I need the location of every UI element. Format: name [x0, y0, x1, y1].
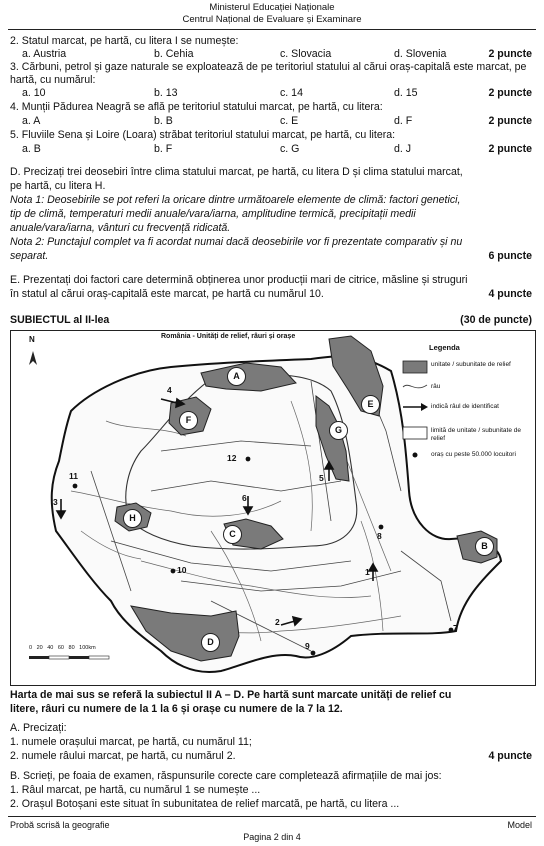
question-5: 5. Fluviile Sena și Loire (Loara) străbat teritoriul statului marcat, pe hartă, cu litera: [10, 129, 396, 141]
city-dot-10 [171, 569, 176, 574]
option-b: b. B [154, 115, 173, 127]
legend-label: oraș cu peste 50.000 locuitori [431, 451, 516, 458]
question-iib-head: B. Scrieți, pe foaia de examen, răspunsurile corecte care completează afirmațiile de mai jos: [10, 770, 442, 782]
map-number-5: 5 [319, 473, 324, 483]
city-dot-12 [246, 457, 251, 462]
question-4-points: 2 puncte [488, 115, 532, 127]
page-header [0, 2, 544, 26]
section-title: SUBIECTUL al II-lea [10, 314, 110, 326]
romania-relief-map [10, 330, 536, 686]
map-letter-b: B [475, 537, 494, 556]
legend-boundary-symbol [403, 427, 427, 439]
legend-label: indică râul de identificat [431, 403, 499, 410]
ministry-name: Ministerul Educației Naționale [209, 2, 335, 13]
question-iia-points: 4 puncte [488, 750, 532, 762]
option-a: a. 10 [22, 87, 46, 99]
city-dot-8 [379, 525, 384, 530]
map-number-10: 10 [177, 565, 187, 575]
question-d-line2: pe hartă, cu litera H. [10, 180, 106, 192]
question-iia-item2: 2. numele râului marcat, pe hartă, cu numărul 2. [10, 750, 236, 762]
legend-relief-swatch [403, 361, 427, 373]
map-number-8: 8 [377, 531, 382, 541]
footer-left: Probă scrisă la geografie [10, 820, 110, 830]
map-number-7: 7 [453, 623, 458, 633]
header-rule [8, 29, 536, 30]
map-letter-d: D [201, 633, 220, 652]
option-c: c. 14 [280, 87, 303, 99]
option-b: b. 13 [154, 87, 178, 99]
map-number-6: 6 [242, 493, 247, 503]
legend-city-symbol [413, 453, 418, 458]
legend-title: Legenda [429, 343, 460, 352]
question-iib-item1: 1. Râul marcat, pe hartă, cu numărul 1 se numește ... [10, 784, 261, 796]
map-number-2: 2 [275, 617, 280, 627]
note-2-line2: separat. [10, 250, 49, 262]
north-label: N [29, 335, 35, 344]
north-arrow-icon [29, 351, 37, 365]
footer-right: Model [507, 820, 532, 830]
option-a: a. Austria [22, 48, 67, 60]
option-b: b. F [154, 143, 173, 155]
city-dot-11 [73, 484, 78, 489]
option-d: d. 15 [394, 87, 418, 99]
legend-symbols [403, 361, 428, 458]
legend-label: unitate / subunitate de relief [431, 361, 511, 368]
map-number-12: 12 [227, 453, 237, 463]
option-d: d. J [394, 143, 412, 155]
city-dot-9 [311, 651, 316, 656]
question-iia-item1: 1. numele orașului marcat, pe hartă, cu numărul 11; [10, 736, 252, 748]
option-a: a. A [22, 115, 41, 127]
question-e-line1: E. Prezentați doi factori care determină obținerea unor producții mari de citrice, măsline și struguri [10, 274, 468, 286]
scale-label: 0 20 40 60 80 100km [29, 645, 96, 651]
option-c: c. E [280, 115, 299, 127]
option-d: d. F [394, 115, 413, 127]
question-2: 2. Statul marcat, pe hartă, cu litera I se numește: [10, 35, 239, 47]
question-d-points: 6 puncte [488, 250, 532, 262]
question-iia-head: A. Precizați: [10, 722, 67, 734]
map-number-9: 9 [305, 641, 310, 651]
legend-label: râu [431, 383, 441, 390]
scale-bar [29, 656, 109, 659]
footer-page: Pagina 2 din 4 [243, 832, 301, 842]
option-c: c. Slovacia [280, 48, 332, 60]
legend-label: limită de unitate / subunitate de relief [431, 427, 521, 442]
map-letter-a: A [227, 367, 246, 386]
option-d: d. Slovenia [394, 48, 447, 60]
option-c: c. G [280, 143, 300, 155]
map-number-1: 1 [365, 567, 370, 577]
legend-arrow-symbol [403, 403, 428, 411]
question-3-points: 2 puncte [488, 87, 532, 99]
map-intro-line1: Harta de mai sus se referă la subiectul II A – D. Pe hartă sunt marcate unități de relief cu [10, 689, 452, 701]
map-letter-g: G [329, 421, 348, 440]
map-letter-e: E [361, 395, 380, 414]
question-3: 3. Cărbuni, petrol și gaze naturale se exploatează de pe teritoriul statului al cărui oraș-capitală este marcat, pe hartă, cu numărul: [10, 61, 527, 86]
map-intro-line2: litere, râuri cu numere de la 1 la 6 și orașe cu numere de la 7 la 12. [10, 703, 343, 715]
map-number-3: 3 [53, 497, 58, 507]
question-2-points: 2 puncte [488, 48, 532, 60]
note-1-line2: tip de climă, temperaturi medii anuale/vara/iarna, amplitudine termică, precipitații medii [10, 208, 416, 220]
question-e-line2: în statul al cărui oraș-capitală este marcat, pe hartă cu numărul 10. [10, 288, 324, 300]
section-points: (30 de puncte) [460, 314, 532, 326]
option-b: b. Cehia [154, 48, 194, 60]
question-iib-item2: 2. Orașul Botoșani este situat în subunitatea de relief marcată, pe hartă, cu litera ... [10, 798, 400, 810]
question-e-points: 4 puncte [488, 288, 532, 300]
question-4: 4. Munții Pădurea Neagră se află pe teritoriul statului marcat, pe hartă, cu litera: [10, 101, 383, 113]
map-letter-f: F [179, 411, 198, 430]
question-d-line1: D. Precizați trei deosebiri între clima statului marcat, pe hartă, cu litera D și clima statului marcat, [10, 166, 463, 178]
option-a: a. B [22, 143, 41, 155]
map-letter-h: H [123, 509, 142, 528]
map-number-4: 4 [167, 385, 172, 395]
note-2-line1: Nota 2: Punctajul complet va fi acordat numai dacă deosebirile vor fi prezentate comparativ și nu [10, 236, 463, 248]
note-1-line3: anuale/vara/iarna, vânturi cu frecvență ridicată. [10, 222, 231, 234]
center-name: Centrul Național de Evaluare și Examinare [182, 14, 362, 25]
question-5-points: 2 puncte [488, 143, 532, 155]
footer-rule [8, 816, 536, 817]
map-letter-c: C [223, 525, 242, 544]
legend-river-symbol [403, 385, 427, 388]
map-number-11: 11 [69, 471, 78, 481]
note-1-line1: Nota 1: Deosebirile se pot referi la oricare dintre următoarele elemente de climă: factori genetici, [10, 194, 461, 206]
map-title: România - Unități de relief, râuri și orașe [161, 333, 296, 340]
